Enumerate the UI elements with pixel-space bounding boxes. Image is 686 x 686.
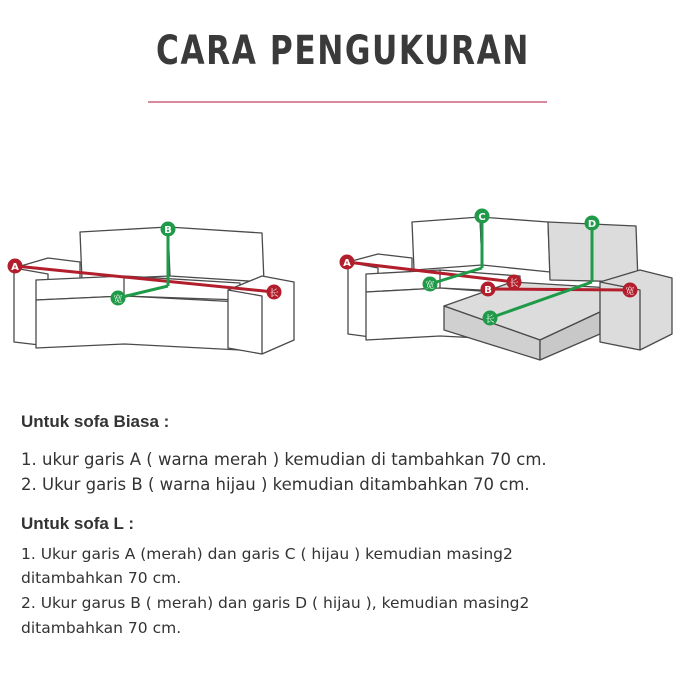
biasa-instruction-1: 1. ukur garis A ( warna merah ) kemudian di tambahkan 70 cm.: [21, 450, 547, 469]
badge-chang-l-top: [507, 275, 522, 290]
regular-sofa-back-left: [80, 227, 170, 280]
svg-text:A: A: [343, 258, 351, 269]
line-b-l: [488, 289, 630, 290]
svg-text:长: 长: [509, 279, 519, 289]
badge-c-l: [475, 209, 490, 224]
badge-kuan-l: [423, 277, 438, 292]
l-instruction-1: 1. Ukur garis A (merah) dan garis C ( hijau ) kemudian masing2: [21, 545, 513, 563]
svg-text:A: A: [11, 262, 19, 273]
l-instruction-2-cont: ditambahkan 70 cm.: [21, 619, 182, 637]
heading-sofa-biasa: Untuk sofa Biasa :: [21, 412, 170, 431]
svg-text:长: 长: [485, 315, 495, 325]
svg-text:B: B: [484, 285, 492, 296]
svg-text:D: D: [587, 219, 597, 230]
regular-sofa-back-right: [168, 227, 264, 282]
svg-text:宽: 宽: [625, 287, 635, 297]
badge-b-l: [481, 282, 496, 297]
biasa-instruction-2: 2. Ukur garis B ( warna hijau ) kemudian ditambahkan 70 cm.: [21, 475, 530, 494]
svg-text:B: B: [164, 225, 172, 236]
badge-a-regular: [8, 259, 23, 274]
badge-d-l: [585, 216, 600, 231]
l-sofa-right-arm: [600, 270, 672, 350]
badge-b-regular: [161, 222, 176, 237]
badge-a-l: [340, 255, 355, 270]
svg-text:宽: 宽: [113, 295, 123, 305]
regular-sofa-base: [36, 296, 240, 350]
heading-sofa-l: Untuk sofa L :: [21, 514, 135, 533]
badge-chang-regular: [267, 285, 282, 300]
page-title: CARA PENGUKURAN: [156, 28, 530, 74]
l-sofa-back-right: [480, 217, 550, 272]
svg-text:长: 长: [269, 289, 279, 299]
badge-kuan-l-right: [623, 283, 638, 298]
svg-text:C: C: [478, 212, 486, 223]
sofa-measurement-illustration: [0, 190, 686, 370]
l-instruction-2: 2. Ukur garus B ( merah) dan garis D ( hijau ), kemudian masing2: [21, 594, 530, 612]
svg-text:宽: 宽: [425, 281, 435, 291]
title-underline: [148, 101, 547, 103]
l-instruction-1-cont: ditambahkan 70 cm.: [21, 569, 182, 587]
l-sofa-back-left: [412, 217, 482, 270]
badge-kuan-regular: [111, 291, 126, 306]
badge-chang-l-bottom: [483, 311, 498, 326]
